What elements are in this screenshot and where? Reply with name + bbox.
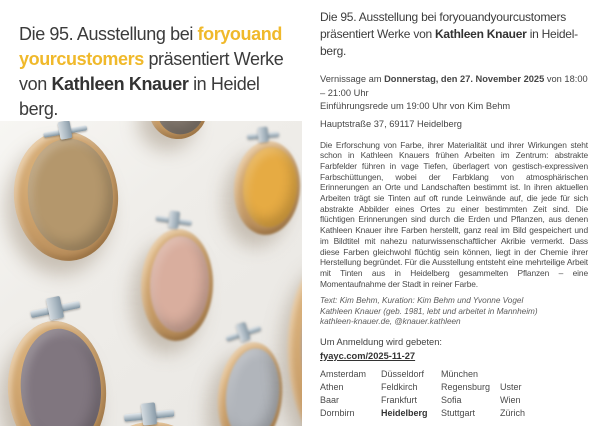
city-item: Regensburg	[441, 382, 491, 392]
exhibition-photo	[0, 121, 302, 426]
embroidery-hoop-silver	[213, 339, 288, 426]
vernissage-info: Vernissage am Donnerstag, den 27. November 2025 von 18:00 – 21:00 Uhr Einführungsrede um 19:00 Uhr von Kim Behm	[320, 74, 588, 111]
hoop-fabric	[17, 326, 105, 426]
artist-name: Kathleen Knauer	[435, 27, 527, 41]
city-column	[500, 368, 558, 420]
city-item: Wien	[500, 395, 521, 405]
signup-link[interactable]: fyayc.com/2025-11-27	[320, 350, 416, 361]
hoop-fabric	[149, 235, 211, 333]
hoop-fabric	[222, 346, 284, 426]
credit-line: Text: Kim Behm, Kuration: Kim Behm und Yvonne Vogel	[320, 296, 524, 306]
city-column	[441, 368, 500, 420]
hoop-fabric	[240, 145, 300, 229]
vernissage-date: Donnerstag, den 27. November 2025	[384, 74, 545, 84]
city-item: Stuttgart	[441, 408, 476, 418]
brand-name: yourcustomers	[19, 49, 144, 70]
city-item-highlighted: Heidelberg	[381, 408, 428, 418]
exhibition-heading: Die 95. Ausstellung bei foryouandyourcustomers präsentiert Werke von Kathleen Knauer in Heidelberg.	[320, 10, 579, 58]
hoop-fabric	[298, 261, 302, 426]
embroidery-hoop-tan	[9, 127, 124, 266]
hoop-clamp-icon	[159, 209, 189, 230]
city-item: Düsseldorf	[381, 369, 425, 379]
credits-block	[320, 296, 588, 327]
signup-label: Um Anmeldung wird gebeten:	[320, 337, 442, 348]
embroidery-hoop-top	[145, 121, 211, 143]
city-item: Feldkirch	[381, 382, 418, 392]
signup-block	[320, 336, 588, 362]
credit-line: kathleen-knauer.de, @knauer.kathleen	[320, 316, 461, 326]
city-item: München	[441, 369, 479, 379]
brand-name: foryouand	[197, 24, 282, 45]
cities-grid	[320, 368, 558, 420]
credit-line: Kathleen Knauer (geb. 1981, lebt und arbeitet in Mannheim)	[320, 306, 538, 316]
body-paragraph: Die Erforschung von Farbe, ihrer Materialität und ihrer Wirkungen steht schon in Kathleen Knauers frühen Arbeiten im Zentrum: abstrakte Farbfelder führen in vage Tiefen, überlagert von gestisch-expressiven Farbschüttungen, wobei der Farbklang von atmosphärischen Erinnerungen an Orte und Landschaften bestimmt ist. In ihren aktuellen Arbeiten trägt sie Tinten auf oft runde Leinwände auf, die jede für sich abstrakte Abbilder eines Ortes zu einer bestimmten Zeit sind. Die flüchtigen Erinnerungen sind durch die Erden und Pflanzen, aus denen Kathleen Knauer ihre Farben herstellt, ganz real im Bild gespeichert und im Bildtitel mit nahezu naturwissenschaftlicher Akribie vermerkt. Dass diese Farben gleichwohl flüchtig sein können, liegt in der Chemie ihrer Herstellung begründet. Für die Ausstellung entsteht eine mehrteilige Arbeit mit Tinten aus in Heidelberg gesammelten Pflanzen – eine Momentaufnahme der Stadt in reiner Farbe.	[320, 139, 588, 289]
heading-text: Die 95. Ausstellung bei	[19, 24, 198, 45]
city-column	[320, 368, 381, 420]
embroidery-hoop-pink	[139, 228, 215, 342]
embroidery-hoop-purple	[3, 318, 110, 426]
city-item: Sofia	[441, 395, 462, 405]
city-item	[500, 368, 558, 381]
artist-name: Kathleen Knauer	[51, 74, 189, 95]
city-column	[381, 368, 441, 420]
address-line: Hauptstraße 37, 69117 Heidelberg	[320, 118, 462, 129]
heading-text: berg.	[19, 99, 59, 120]
heading-text: in Heidel	[188, 74, 260, 95]
city-item: Dornbirn	[320, 408, 355, 418]
hoop-fabric	[153, 121, 207, 138]
hoop-clamp-icon	[250, 126, 275, 143]
right-column	[320, 9, 588, 362]
city-item: Athen	[320, 382, 344, 392]
heading-text: von	[19, 74, 52, 95]
heading-text: präsentiert Werke	[143, 49, 284, 70]
city-item: Baar	[320, 395, 340, 405]
intro-speech-line: Einführungsrede um 19:00 Uhr von Kim Behm	[320, 101, 511, 111]
city-item: Frankfurt	[381, 395, 418, 405]
city-item: Zürich	[500, 408, 526, 418]
hoop-clamp-icon	[227, 319, 259, 345]
hoop-clamp-icon	[129, 401, 169, 426]
city-item: Uster	[500, 382, 522, 392]
embroidery-hoop-edge	[283, 248, 302, 426]
left-heading	[19, 22, 309, 122]
hoop-fabric	[23, 135, 118, 254]
hoop-clamp-icon	[34, 293, 76, 322]
embroidery-hoop-yellow	[231, 139, 302, 237]
city-item: Amsterdam	[320, 369, 367, 379]
